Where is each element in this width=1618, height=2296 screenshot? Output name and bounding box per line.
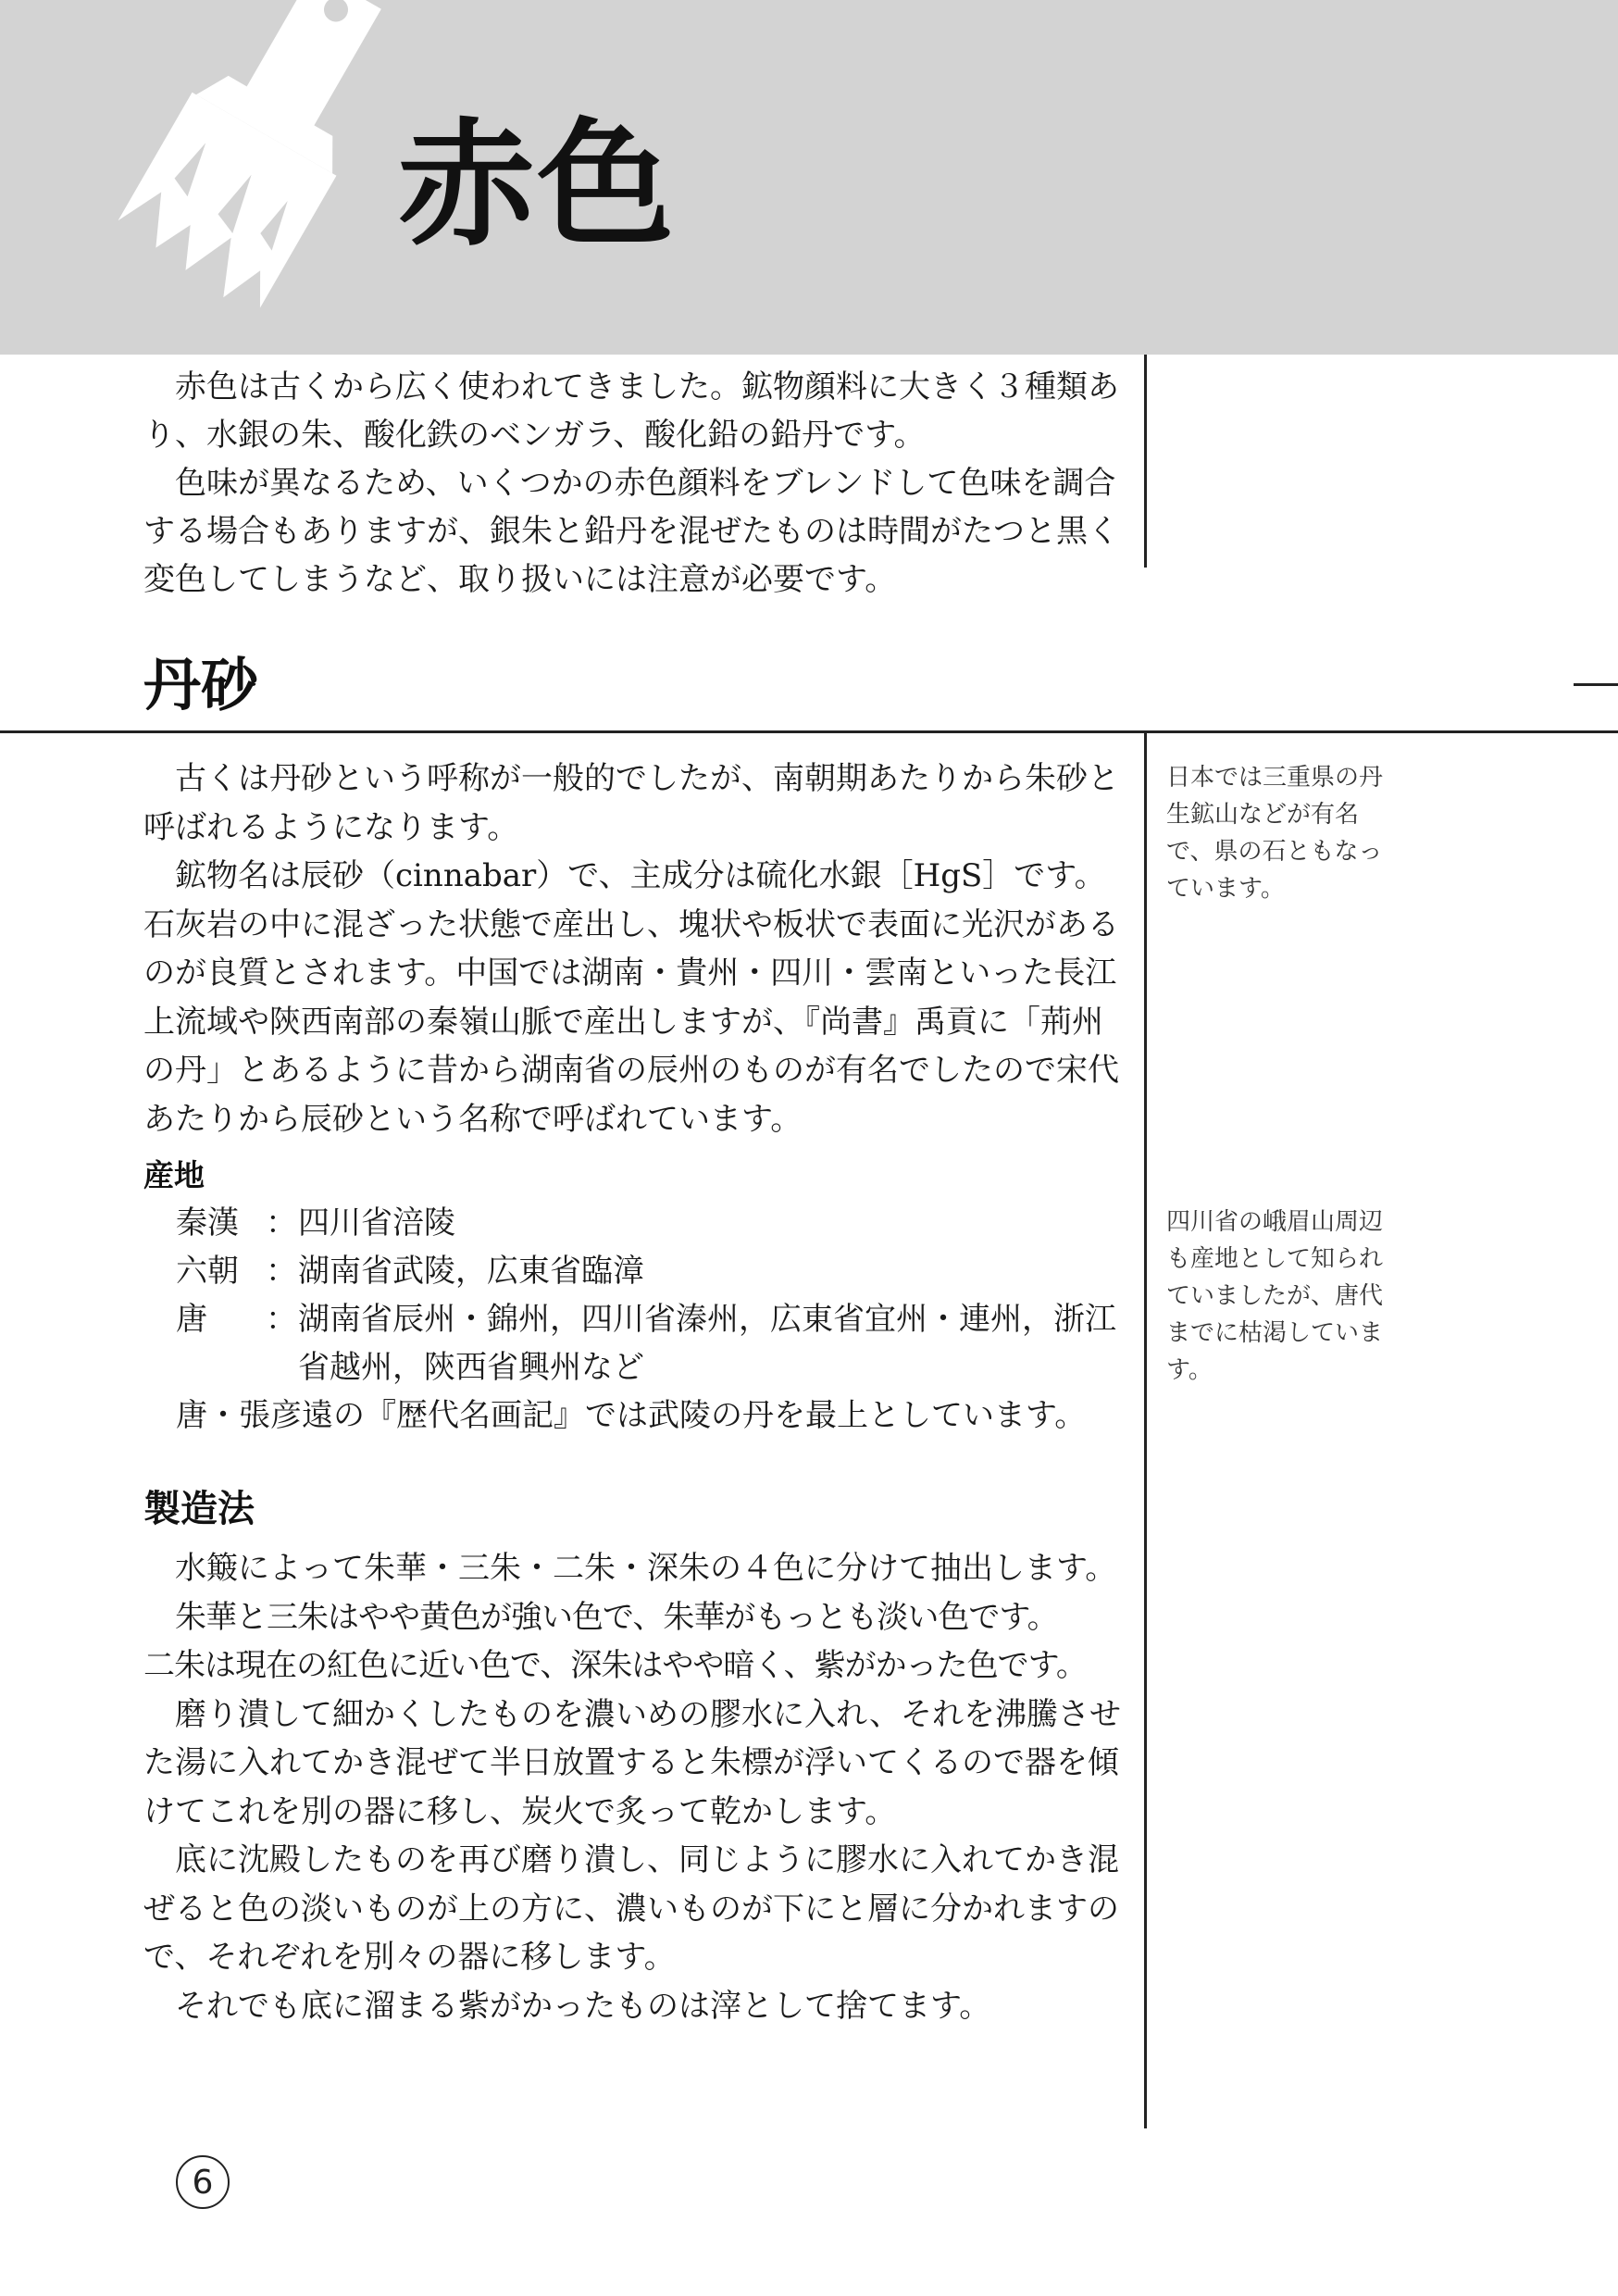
method-paragraph: 底に沈殿したものを再び磨り潰し、同じように膠水に入れてかき混ぜると色の淡いものが上の方に、濃いものが下にと層に分かれますので、それぞれを別々の器に移します。 <box>143 1841 1119 1976</box>
column-divider-main <box>1144 730 1147 2128</box>
side-note: 四川省の峨眉山周辺も産地として知られていましたが、唐代までに枯渇しています。 <box>1166 1208 1384 1384</box>
origin-places: 湖南省武陵，広東省臨漳 <box>298 1253 644 1290</box>
origin-era: 六朝 <box>176 1253 239 1290</box>
section-body <box>143 755 1134 1143</box>
origin-separator: ： <box>266 1253 297 1290</box>
section-paragraph: 古くは丹砂という呼称が一般的でしたが、南朝期あたりから朱砂と呼ばれるようになります。 <box>143 760 1119 846</box>
margin-tick <box>1574 683 1618 686</box>
origin-row <box>176 1199 1139 1247</box>
origin-places: 四川省涪陵 <box>298 1204 455 1242</box>
side-note: 日本では三重県の丹生鉱山などが有名で、県の石ともなっています。 <box>1166 764 1384 903</box>
method-heading: 製造法 <box>143 1488 255 1530</box>
intro-paragraph: 赤色は古くから広く使われてきました。鉱物顔料に大きく３種類あり、水銀の朱、酸化鉄のベンガラ、酸化鉛の鉛丹です。 <box>143 368 1119 454</box>
origin-era: 唐 <box>176 1301 207 1338</box>
method-body <box>143 1544 1134 2030</box>
origin-note: 唐・張彦遠の『歴代名画記』では武陵の丹を最上としています。 <box>176 1397 1087 1434</box>
method-paragraph: 磨り潰して細かくしたものを濃いめの膠水に入れ、それを沸騰させた湯に入れてかき混ぜて半日放置すると朱標が浮いてくるので器を傾けてこれを別の器に移し、炭火で炙って乾かします。 <box>143 1695 1122 1830</box>
method-paragraph: 二朱は現在の紅色に近い色で、深朱はやや暗く、紫がかった色です。 <box>143 1647 1087 1684</box>
header-band <box>0 0 1618 355</box>
intro-paragraph: 色味が異なるため、いくつかの赤色顔料をブレンドして色味を調合する場合もありますが、銀朱と鉛丹を混ぜたものは時間がたつと黒く変色してしまうなど、取り扱いには注意が必要です。 <box>143 465 1119 598</box>
column-divider-top <box>1144 355 1147 568</box>
origin-separator: ： <box>266 1204 297 1242</box>
method-paragraph: 朱華と三朱はやや黄色が強い色で、朱華がもっとも淡い色です。 <box>175 1598 1058 1636</box>
origin-list <box>176 1199 1139 1440</box>
section-paragraph: 鉱物名は辰砂（cinnabar）で、主成分は硫化水銀［HgS］です。石灰岩の中に混ざった状態で産出し、塊状や板状で表面に光沢があるのが良質とされます。中国では湖南・貴州・四川・雲南といった長江上流域や陝西南部の秦嶺山脈で産出しますが、『尚書』禹貢に「荊州の丹」とあるように昔から湖南省の辰州のものが有名でしたので宋代あたりから辰砂という名称で呼ばれています。 <box>143 857 1119 1138</box>
paintbrush-icon <box>109 0 387 324</box>
section-rule <box>0 730 1618 733</box>
origin-row <box>176 1295 1139 1391</box>
origin-separator: ： <box>266 1301 297 1338</box>
section-title: 丹砂 <box>143 651 259 718</box>
origin-era: 秦漢 <box>176 1204 239 1242</box>
origin-places: 湖南省辰州・錦州，四川省溱州，広東省宜州・連州，浙江省越州，陝西省興州など <box>298 1301 1116 1386</box>
origin-row <box>176 1247 1139 1295</box>
method-paragraph: 水簸によって朱華・三朱・二朱・深朱の４色に分けて抽出します。 <box>175 1550 1117 1587</box>
origin-heading: 産地 <box>143 1157 205 1193</box>
method-paragraph: それでも底に溜まる紫がかったものは滓として捨てます。 <box>175 1987 991 2025</box>
page-number: 6 <box>176 2155 230 2209</box>
page-title: 赤色 <box>398 106 676 265</box>
intro-text <box>143 363 1134 604</box>
